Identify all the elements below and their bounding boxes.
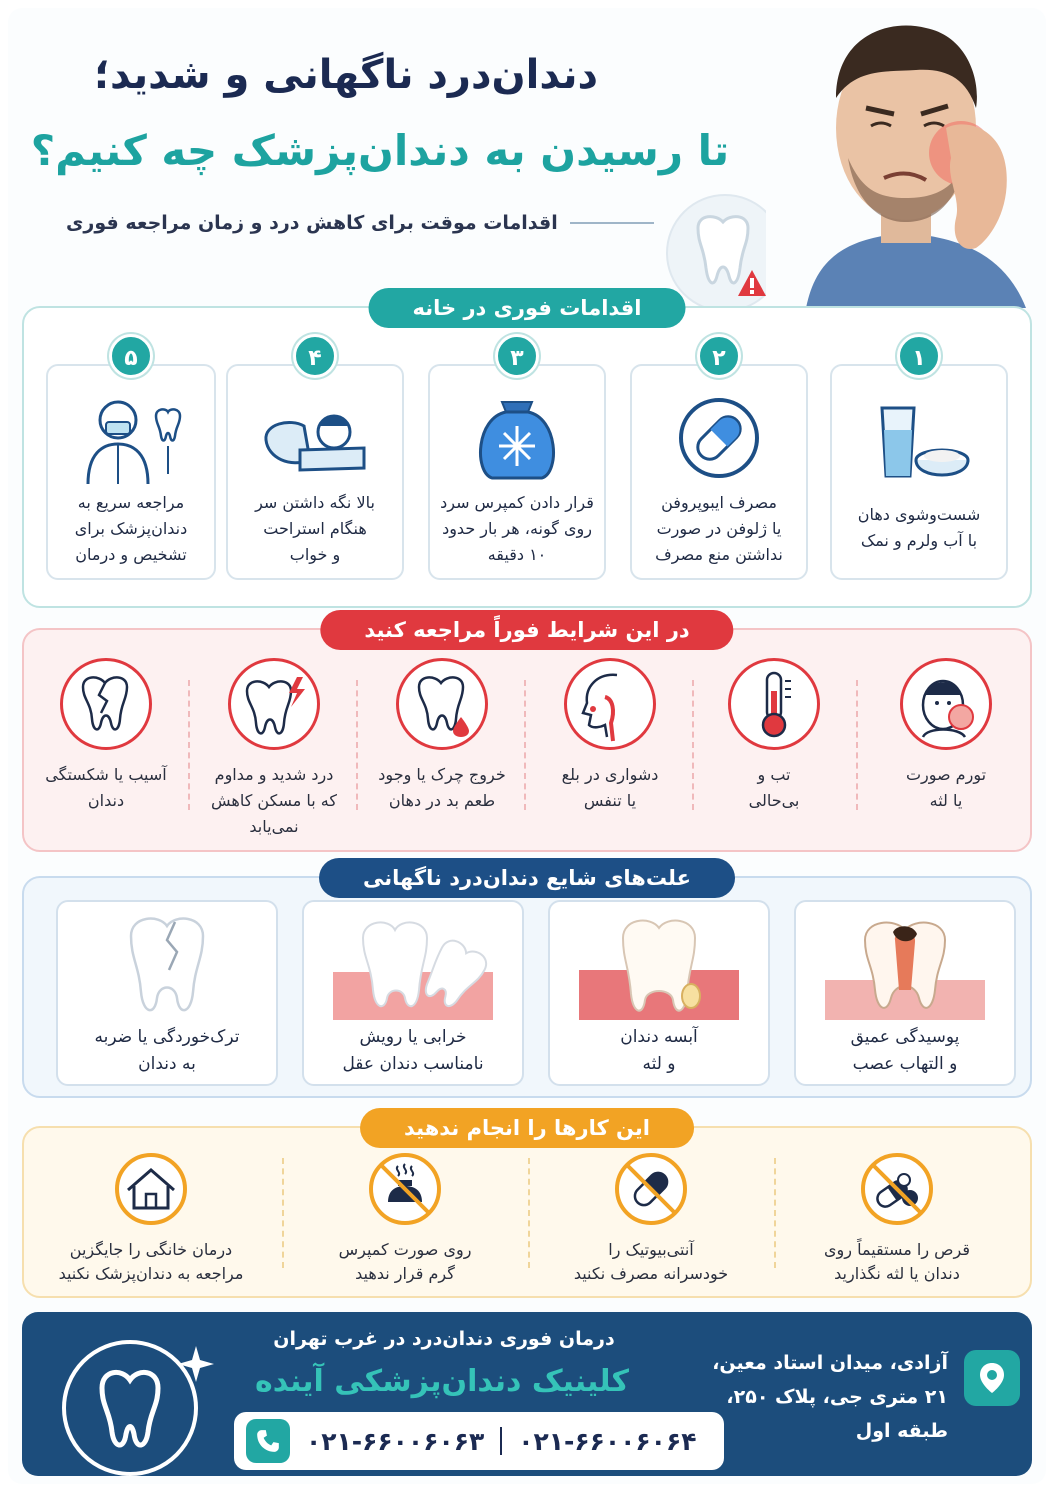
cause-card: [794, 900, 1016, 1086]
home-action-card: [226, 346, 404, 580]
divider: [856, 680, 858, 810]
home-actions-section: [22, 296, 1032, 608]
home-action-text: مصرف ایبوپروفن یا ژلوفن در صورت نداشتن منع مصرف: [655, 493, 783, 564]
step-number: ۵: [109, 334, 153, 378]
home-action-card: [428, 346, 606, 580]
infographic: [8, 8, 1046, 1484]
cause-text: ترک‌خوردگی یا ضربه به دندان: [94, 1027, 240, 1074]
dont-item: [28, 1150, 274, 1290]
step-number: ۳: [495, 334, 539, 378]
no-pill-icon: [858, 1150, 936, 1228]
dentist-icon: [76, 388, 186, 488]
home-action-card: [630, 346, 808, 580]
cause-card: [548, 900, 770, 1086]
tooth-pus-icon: [396, 658, 488, 750]
dont-item: [536, 1150, 766, 1290]
urgent-text: خروج چرک یا وجود طعم بد در دهان: [378, 765, 506, 810]
cause-card: [56, 900, 278, 1086]
dont-item: [290, 1150, 520, 1290]
ice-pack-icon: [462, 388, 572, 488]
urgent-item: [866, 658, 1026, 838]
footer-tagline: درمان فوری دندان‌درد در غرب تهران: [273, 1328, 615, 1350]
home-icon: [112, 1150, 190, 1228]
dont-item: [782, 1150, 1012, 1290]
home-action-text: بالا نگه داشتن سر هنگام استراحت و خواب: [255, 493, 375, 564]
divider: [282, 1158, 284, 1268]
tooth-pain-icon: [228, 658, 320, 750]
subtitle: اقدامات موقت برای کاهش درد و زمان مراجعه فوری: [66, 212, 558, 234]
broken-tooth-icon: [60, 658, 152, 750]
home-action-card: [46, 346, 216, 580]
causes-heading: علت‌های شایع دندان‌درد ناگهانی: [319, 858, 735, 898]
cause-text: پوسیدگی عمیق و التهاب عصب: [850, 1027, 960, 1074]
phone-number[interactable]: ۰۲۱-۶۶۰۰۶۰۶۴: [518, 1426, 697, 1456]
cracked-tooth-icon: [87, 910, 247, 1020]
home-actions-heading: اقدامات فوری در خانه: [369, 288, 686, 328]
cause-text: خرابی یا رویش نامناسب دندان عقل: [342, 1027, 484, 1074]
urgent-item: [530, 658, 690, 838]
urgent-item: [694, 658, 854, 838]
home-action-text: قرار دادن کمپرس سرد روی گونه، هر بار حدود ۱۰ دقیقه: [440, 493, 594, 564]
urgent-text: آسیب یا شکستگی دندان: [45, 765, 167, 810]
step-number: ۴: [293, 334, 337, 378]
throat-icon: [564, 658, 656, 750]
home-action-card: [830, 346, 1008, 580]
step-number: ۱: [897, 334, 941, 378]
thermometer-icon: [728, 658, 820, 750]
phone-box: [234, 1412, 724, 1470]
urgent-text: دشواری در بلع یا تنفس: [561, 765, 659, 810]
urgent-text: درد شدید و مداوم که با مسکن کاهش نمی‌یابد: [211, 765, 337, 836]
no-antibiotic-icon: [612, 1150, 690, 1228]
urgent-item: [26, 658, 186, 838]
urgent-item: [194, 658, 354, 838]
divider: [774, 1158, 776, 1268]
location-pin-icon: [964, 1350, 1020, 1406]
man-toothache-illustration: [766, 8, 1046, 308]
causes-section: [22, 866, 1032, 1098]
clinic-name: کلینیک دندان‌پزشکی آینده: [255, 1364, 629, 1399]
divider: [528, 1158, 530, 1268]
title-line1: دندان‌درد ناگهانی و شدید؛: [93, 52, 598, 98]
water-glass-salt-icon: [864, 388, 974, 488]
urgent-heading: در این شرایط فوراً مراجعه کنید: [320, 610, 733, 650]
divider: [188, 680, 190, 810]
dont-heading: این کارها را انجام ندهید: [360, 1108, 694, 1148]
urgent-item: [362, 658, 522, 838]
decay-tooth-icon: [825, 910, 985, 1020]
dont-text: روی صورت کمپرس گرم قرار ندهید: [338, 1240, 472, 1283]
home-action-text: شست‌وشوی دهان با آب ولرم و نمک: [857, 505, 981, 550]
swollen-face-icon: [900, 658, 992, 750]
subtitle-divider: [570, 222, 654, 224]
dont-text: درمان خانگی را جایگزین مراجعه به دندان‌پزشک نکنید: [58, 1240, 244, 1283]
cause-card: [302, 900, 524, 1086]
home-action-text: مراجعه سریع به دندان‌پزشک برای تشخیص و درمان: [74, 493, 188, 564]
dont-text: آنتی‌بیوتیک را خودسرانه مصرف نکنید: [573, 1240, 729, 1283]
divider: [524, 680, 526, 810]
divider: [356, 680, 358, 810]
title-line2: تا رسیدن به دندان‌پزشک چه کنیم؟: [30, 126, 730, 175]
no-hot-compress-icon: [366, 1150, 444, 1228]
urgent-text: تورم صورت یا لثه: [905, 765, 987, 810]
sleeping-pillow-icon: [260, 388, 370, 488]
phone-separator: [500, 1427, 502, 1455]
clinic-logo-icon: [46, 1326, 226, 1476]
clinic-address: آزادی، میدان استاد معین، ۲۱ متری جی، پلاک ۲۵۰، طبقه اول: [712, 1352, 948, 1442]
phone-number[interactable]: ۰۲۱-۶۶۰۰۶۰۶۳: [306, 1426, 485, 1456]
urgent-signs-section: [22, 618, 1032, 852]
wisdom-tooth-icon: [333, 910, 493, 1020]
phone-icon: [246, 1419, 290, 1463]
subtitle-row: [54, 208, 654, 238]
urgent-text: تب و بی‌حالی: [748, 765, 800, 810]
dont-text: قرص را مستقیماً روی دندان یا لثه نگذارید: [824, 1240, 970, 1283]
clinic-footer: [22, 1312, 1032, 1476]
divider: [692, 680, 694, 810]
dont-do-section: [22, 1116, 1032, 1298]
abscess-tooth-icon: [579, 910, 739, 1020]
step-number: ۲: [697, 334, 741, 378]
cause-text: آبسه دندان و لثه: [620, 1027, 698, 1074]
pill-icon: [664, 388, 774, 488]
